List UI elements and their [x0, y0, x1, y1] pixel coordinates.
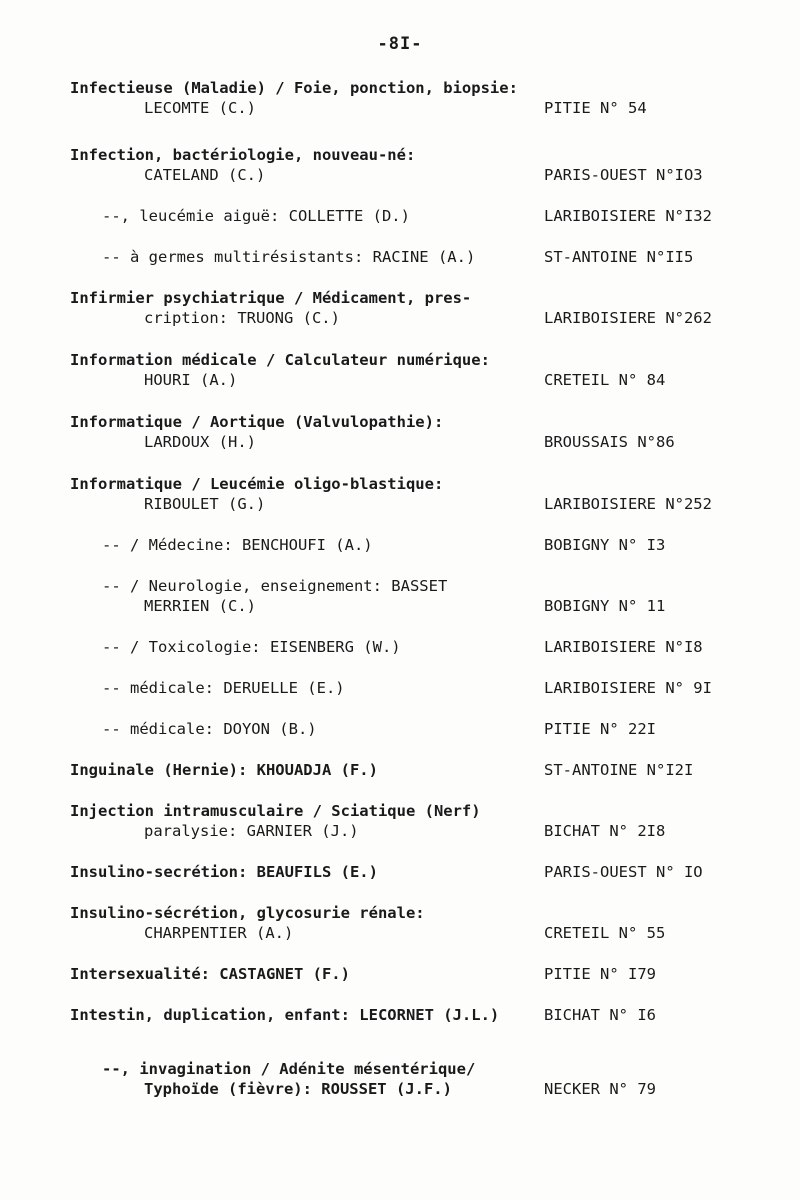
entry-topic: Intestin, duplication, enfant: LECORNET (J.L.)	[70, 1006, 500, 1024]
entry-location: PITIE N° 22I	[544, 720, 656, 738]
entry-topic: -- / Neurologie, enseignement: BASSET	[102, 577, 448, 595]
entry-location: BICHAT N° I6	[544, 1006, 656, 1024]
index-entry	[70, 247, 740, 267]
entry-location: PITIE N° I79	[544, 965, 656, 983]
entry-author: Typhoïde (fièvre): ROUSSET (J.F.)	[144, 1080, 452, 1098]
index-entry	[70, 78, 740, 118]
index-entry	[70, 678, 740, 698]
entry-location: ST-ANTOINE N°II5	[544, 248, 694, 266]
entry-location: BICHAT N° 2I8	[544, 822, 666, 840]
entry-topic: Information médicale / Calculateur numérique:	[70, 351, 490, 369]
entry-location: NECKER N° 79	[544, 1080, 656, 1098]
entry-topic: Informatique / Aortique (Valvulopathie):	[70, 413, 444, 431]
entry-location: PARIS-OUEST N° IO	[544, 863, 703, 881]
index-entry	[70, 903, 740, 943]
index-entry	[70, 576, 740, 616]
entry-location: LARIBOISIERE N°252	[544, 495, 712, 513]
entry-author: paralysie: GARNIER (J.)	[144, 822, 359, 840]
index-entry	[70, 145, 740, 185]
entry-topic: Injection intramusculaire / Sciatique (Nerf)	[70, 802, 481, 820]
entry-location: PARIS-OUEST N°IO3	[544, 166, 703, 184]
entry-author: RIBOULET (G.)	[144, 495, 266, 513]
entry-location: PITIE N° 54	[544, 99, 647, 117]
entry-topic: -- / Médecine: BENCHOUFI (A.)	[102, 536, 373, 554]
entry-topic: -- / Toxicologie: EISENBERG (W.)	[102, 638, 401, 656]
entry-location: ST-ANTOINE N°I2I	[544, 761, 694, 779]
entry-author: CHARPENTIER (A.)	[144, 924, 294, 942]
index-entries	[70, 78, 740, 1099]
entry-topic: --, leucémie aiguë: COLLETTE (D.)	[102, 207, 410, 225]
index-entry	[70, 535, 740, 555]
index-entry	[70, 964, 740, 984]
index-entry	[70, 288, 740, 328]
entry-location: CRETEIL N° 84	[544, 371, 666, 389]
entry-author: LARDOUX (H.)	[144, 433, 256, 451]
index-entry	[70, 412, 740, 452]
entry-author: MERRIEN (C.)	[144, 597, 256, 615]
entry-location: LARIBOISIERE N°262	[544, 309, 712, 327]
entry-topic: Infectieuse (Maladie) / Foie, ponction, biopsie:	[70, 79, 518, 97]
index-entry	[70, 760, 740, 780]
entry-topic: -- à germes multirésistants: RACINE (A.)	[102, 248, 476, 266]
entry-author: cription: TRUONG (C.)	[144, 309, 340, 327]
entry-topic: --, invagination / Adénite mésentérique/	[102, 1060, 476, 1078]
page-number: -8I-	[377, 34, 423, 54]
entry-location: LARIBOISIERE N°I8	[544, 638, 703, 656]
entry-topic: Insulino-secrétion: BEAUFILS (E.)	[70, 863, 378, 881]
entry-location: LARIBOISIERE N° 9I	[544, 679, 712, 697]
entry-author: HOURI (A.)	[144, 371, 238, 389]
index-entry	[70, 206, 740, 226]
entry-topic: Infirmier psychiatrique / Médicament, pres-	[70, 289, 472, 307]
index-entry	[70, 1059, 740, 1099]
entry-topic: Informatique / Leucémie oligo-blastique:	[70, 475, 444, 493]
index-entry	[70, 862, 740, 882]
index-entry	[70, 350, 740, 390]
entry-location: BOBIGNY N° I3	[544, 536, 666, 554]
entry-author: LECOMTE (C.)	[144, 99, 256, 117]
entry-location: LARIBOISIERE N°I32	[544, 207, 712, 225]
entry-author: CATELAND (C.)	[144, 166, 266, 184]
index-entry	[70, 1005, 740, 1025]
entry-topic: -- médicale: DERUELLE (E.)	[102, 679, 345, 697]
entry-topic: -- médicale: DOYON (B.)	[102, 720, 317, 738]
index-entry	[70, 474, 740, 514]
entry-topic: Infection, bactériologie, nouveau-né:	[70, 146, 416, 164]
entry-topic: Inguinale (Hernie): KHOUADJA (F.)	[70, 761, 378, 779]
entry-topic: Insulino-sécrétion, glycosurie rénale:	[70, 904, 425, 922]
entry-location: CRETEIL N° 55	[544, 924, 666, 942]
entry-topic: Intersexualité: CASTAGNET (F.)	[70, 965, 350, 983]
index-entry	[70, 801, 740, 841]
index-entry	[70, 719, 740, 739]
entry-location: BROUSSAIS N°86	[544, 433, 675, 451]
entry-location: BOBIGNY N° 11	[544, 597, 666, 615]
index-entry	[70, 637, 740, 657]
